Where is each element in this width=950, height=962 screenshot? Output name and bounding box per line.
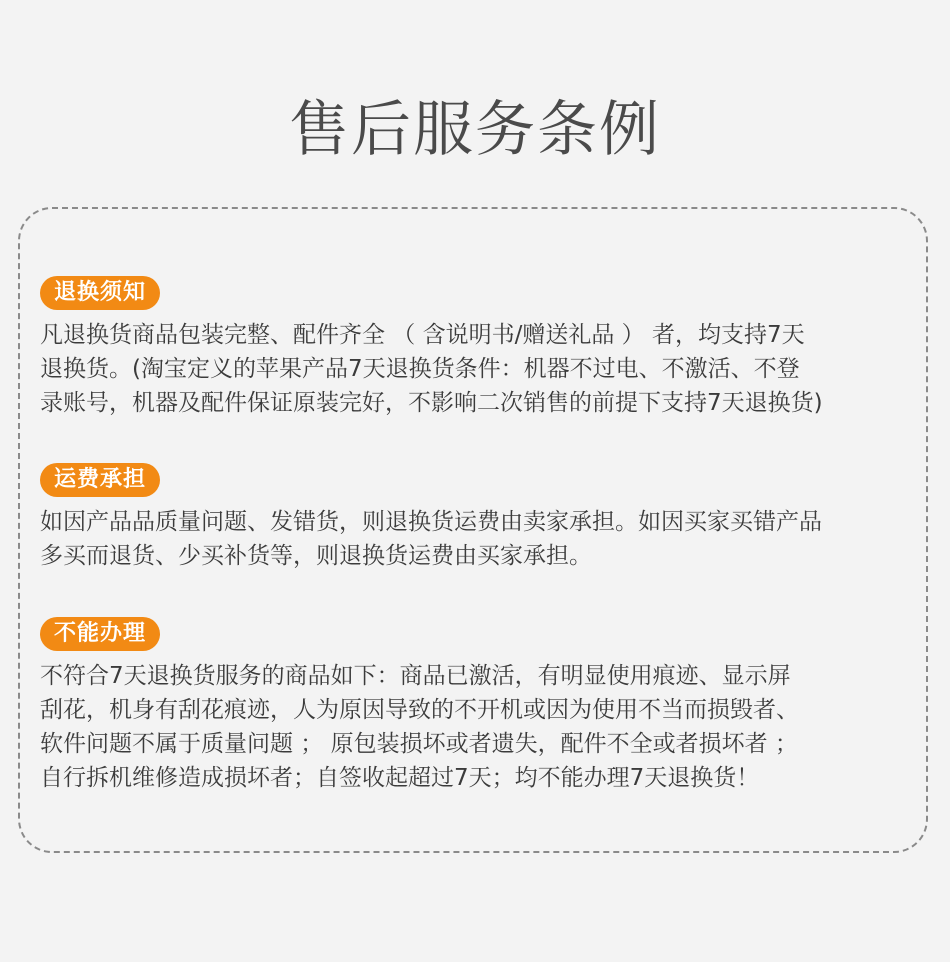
section-badge-return-notice: 退换须知 — [40, 276, 160, 310]
page-title: 售后服务条例 — [289, 95, 661, 165]
section-text-return-notice: 凡退换货商品包装完整、配件齐全 （ 含说明书/赠送礼品 ） 者，均支持7天 退换货。(淘宝定义的苹果产品7天退换货条件：机器不过电、不激活、不登 录账号，机器及配件保证原装完好，不影响二次销售的前提下支持7天退换货) — [40, 322, 823, 416]
section-shipping-cost — [40, 463, 910, 573]
section-badge-shipping-cost: 运费承担 — [40, 463, 160, 497]
section-badge-not-eligible: 不能办理 — [40, 617, 160, 651]
section-not-eligible — [40, 617, 910, 795]
section-text-not-eligible: 不符合7天退换货服务的商品如下：商品已激活，有明显使用痕迹、显示屏 刮花，机身有刮花痕迹，人为原因导致的不开机或因为使用不当而损毁者、 软件问题不属于质量问题 ； 原包装损坏或者遗失，配件不全或者损坏者 ； 自行拆机维修造成损坏者；自签收起超过7天；均不能办理7天退换货！ — [40, 663, 799, 791]
section-return-notice — [40, 276, 910, 420]
section-text-shipping-cost: 如因产品品质量问题、发错货，则退换货运费由卖家承担。如因买家买错产品 多买而退货、少买补货等，则退换货运费由买家承担。 — [40, 509, 822, 569]
